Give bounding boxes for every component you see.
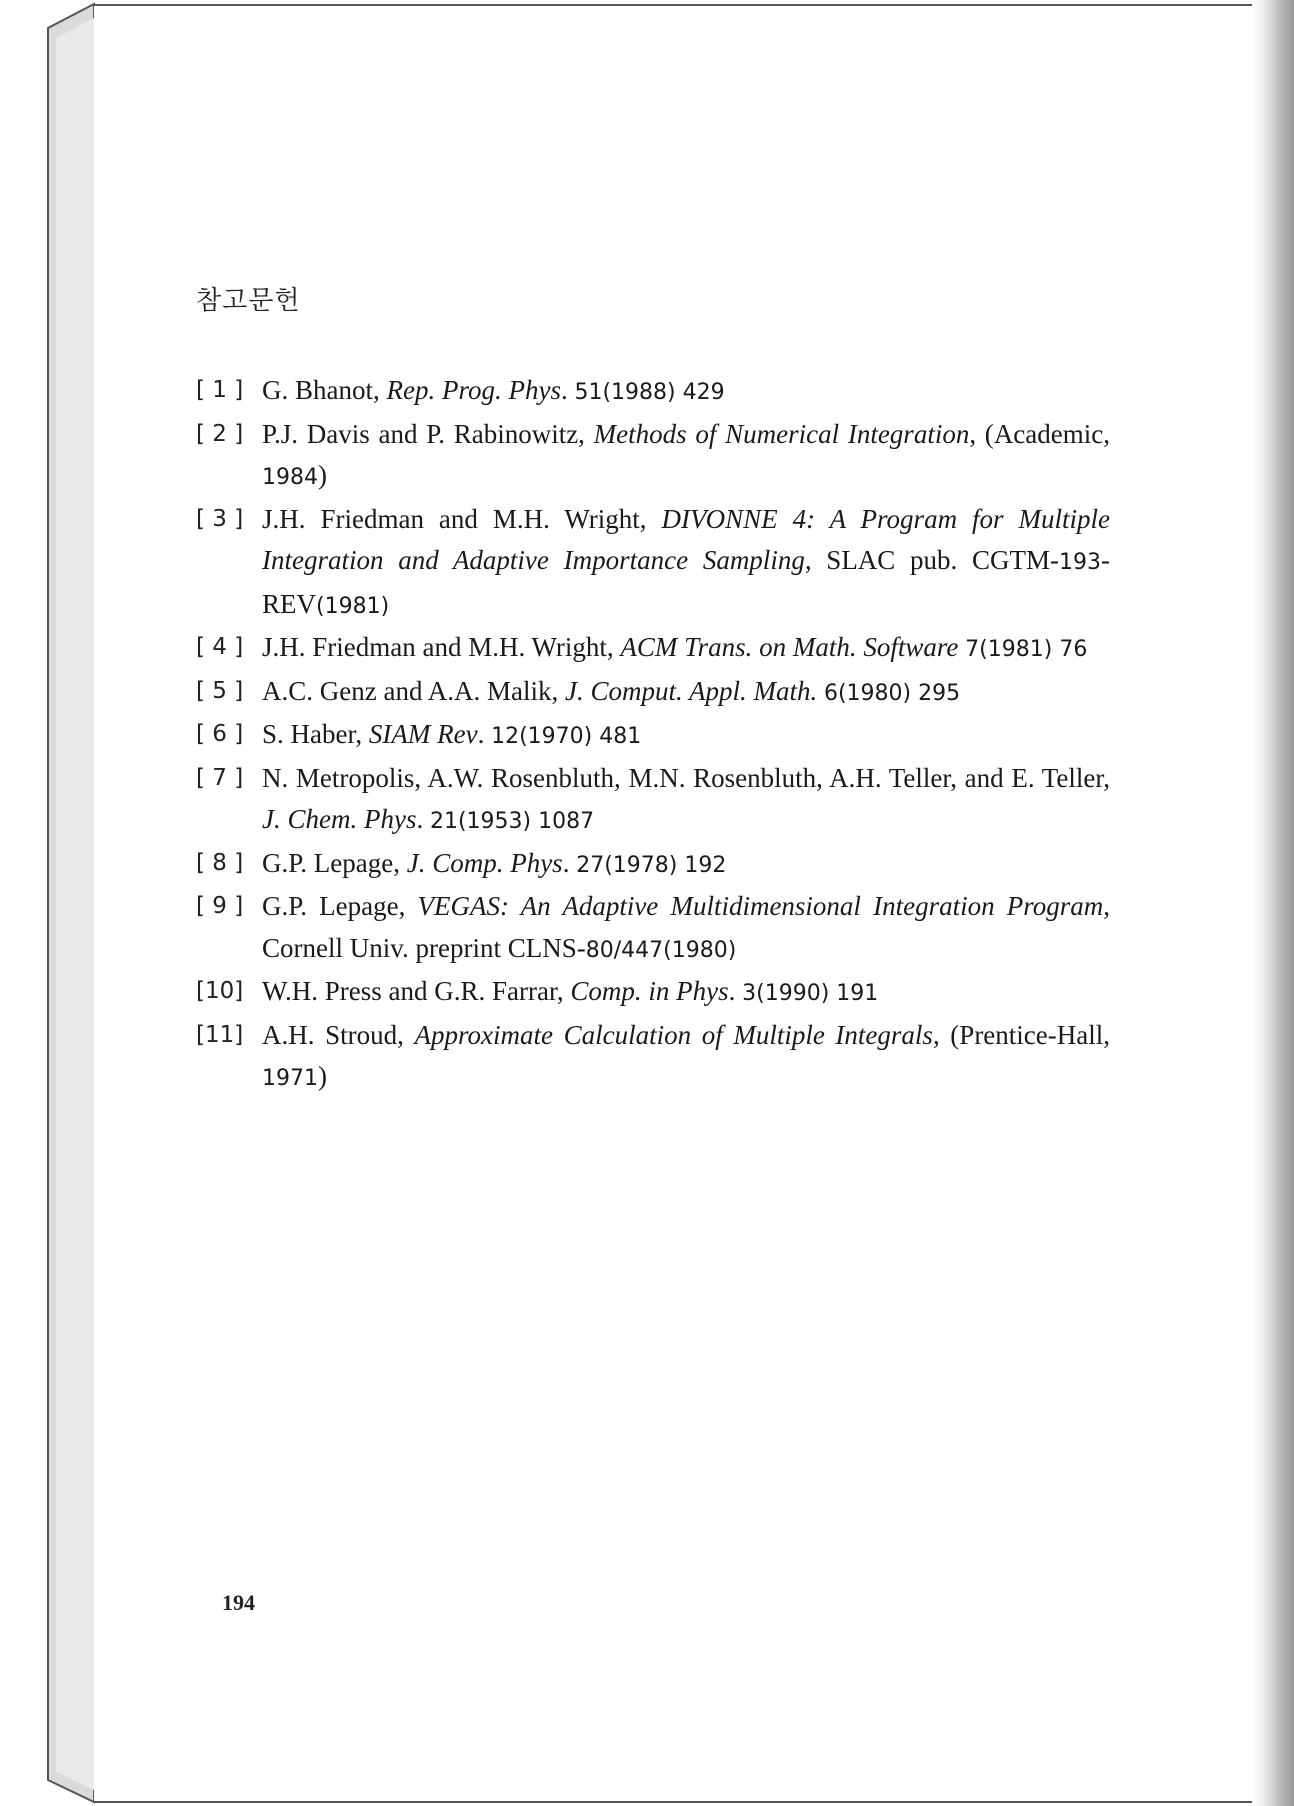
reference-title: J. Comput. Appl. Math. <box>564 675 818 706</box>
reference-text <box>262 414 1110 499</box>
reference-entry <box>196 370 1110 414</box>
reference-title: VEGAS: An Adaptive Multidimensional Integration Program <box>417 891 1104 921</box>
reference-text-part: A.H. Stroud, <box>262 1019 415 1050</box>
reference-text-part: 1971 <box>262 1066 318 1091</box>
reference-text-part: , ( <box>969 418 994 449</box>
reference-title: Rep. Prog. Phys <box>386 375 561 405</box>
reference-text-part: 1984 <box>262 465 318 490</box>
reference-text-part: S. Haber, <box>262 719 369 749</box>
reference-entry <box>196 843 1110 887</box>
reference-number: [ 1 ] <box>196 377 244 403</box>
reference-number: [ 7 ] <box>196 764 244 791</box>
reference-text-part: 6(1980) 295 <box>823 680 961 706</box>
reference-text <box>262 627 1110 671</box>
reference-text-part: ) <box>318 460 327 490</box>
section-heading: 참고문헌 <box>196 286 301 316</box>
reference-text-part: . <box>560 375 575 405</box>
reference-title: J. Comp. Phys <box>406 847 563 878</box>
reference-title: SIAM Rev <box>368 719 478 749</box>
reference-text <box>262 370 1110 414</box>
reference-text <box>262 971 1110 1015</box>
reference-text <box>262 714 1110 758</box>
reference-entry <box>196 971 1110 1015</box>
reference-text-part: . <box>728 976 743 1006</box>
reference-text <box>262 499 1110 628</box>
reference-title: J. Chem. Phys <box>262 804 417 834</box>
reference-number: [ 8 ] <box>196 849 244 876</box>
reference-entry <box>196 1015 1110 1100</box>
reference-text-part: G. Bhanot, <box>262 375 387 405</box>
reference-number: [11] <box>196 1021 244 1048</box>
reference-entry <box>196 414 1110 499</box>
reference-title: DIVONNE 4: A Program for Multiple Integration and Adaptive Importance Sampling <box>262 503 1110 575</box>
reference-title: Comp. in Phys <box>570 976 729 1006</box>
reference-entry <box>196 714 1110 758</box>
reference-number: [10] <box>196 978 244 1004</box>
reference-text-part: . <box>416 804 430 834</box>
reference-text-part: , SLAC pub. CGTM- <box>804 545 1060 575</box>
reference-number: [ 4 ] <box>196 634 244 660</box>
reference-text-part: 12(1970) 481 <box>491 724 642 749</box>
reference-text-part: Academic, <box>993 418 1110 449</box>
reference-text-part: 193 <box>1059 550 1102 575</box>
reference-text-part: W.H. Press and G.R. Farrar, <box>262 976 571 1006</box>
reference-text-part: 3(1990) 191 <box>742 981 879 1006</box>
reference-text-part: 7(1981) 76 <box>965 637 1088 662</box>
reference-text-part <box>817 676 824 706</box>
reference-entry <box>196 886 1110 971</box>
reference-text-part: -REV <box>262 545 1111 619</box>
reference-text-part: . <box>562 847 577 878</box>
reference-text <box>262 843 1110 887</box>
reference-text-part: G.P. Lepage, <box>262 847 407 878</box>
reference-list <box>196 370 1110 1100</box>
page-edge-shadow <box>1252 0 1294 1806</box>
reference-entry <box>196 671 1110 715</box>
reference-title: ACM Trans. on Math. Software <box>620 632 959 662</box>
reference-text-part: ) <box>318 1061 327 1091</box>
reference-text-part: . <box>477 719 492 749</box>
reference-number: [ 6 ] <box>196 721 244 747</box>
reference-text <box>262 671 1110 715</box>
reference-text-part: J.H. Friedman and M.H. Wright, <box>262 503 662 534</box>
reference-number: [ 9 ] <box>196 893 244 919</box>
reference-text-part: 51(1988) 429 <box>574 380 725 405</box>
reference-text-part: 27(1978) 192 <box>576 852 727 878</box>
reference-entry <box>196 758 1110 843</box>
reference-text-part: J.H. Friedman and M.H. Wright, <box>262 632 621 662</box>
reference-number: [ 5 ] <box>196 677 244 704</box>
reference-text <box>262 886 1110 971</box>
reference-text-part: 21(1953) 1087 <box>429 809 595 834</box>
book-spine-edge <box>0 0 100 1806</box>
reference-text-part: , Cornell Univ. preprint CLNS- <box>262 891 1110 963</box>
reference-text-part: , (Prentice-Hall, <box>932 1019 1110 1050</box>
reference-text-part: N. Metropolis, A.W. Rosenbluth, M.N. Rosenbluth, A.H. Teller, and E. Teller, <box>262 762 1110 793</box>
reference-title: Approximate Calculation of Multiple Integrals <box>414 1019 933 1050</box>
reference-text <box>262 1015 1110 1100</box>
reference-text <box>262 758 1110 843</box>
reference-text-part: 80/447(1980) <box>585 937 737 963</box>
reference-text-part: A.C. Genz and A.A. Malik, <box>262 675 565 706</box>
reference-text-part: (1981) <box>316 593 390 619</box>
reference-text-part: P.J. Davis and P. Rabinowitz, <box>262 418 594 449</box>
reference-number: [ 3 ] <box>196 505 244 532</box>
reference-number: [ 2 ] <box>196 420 244 447</box>
page-number: 194 <box>222 1590 255 1615</box>
reference-title: Methods of Numerical Integration <box>593 418 970 449</box>
reference-entry <box>196 627 1110 671</box>
reference-text-part: G.P. Lepage, <box>262 891 418 921</box>
reference-entry <box>196 499 1110 628</box>
